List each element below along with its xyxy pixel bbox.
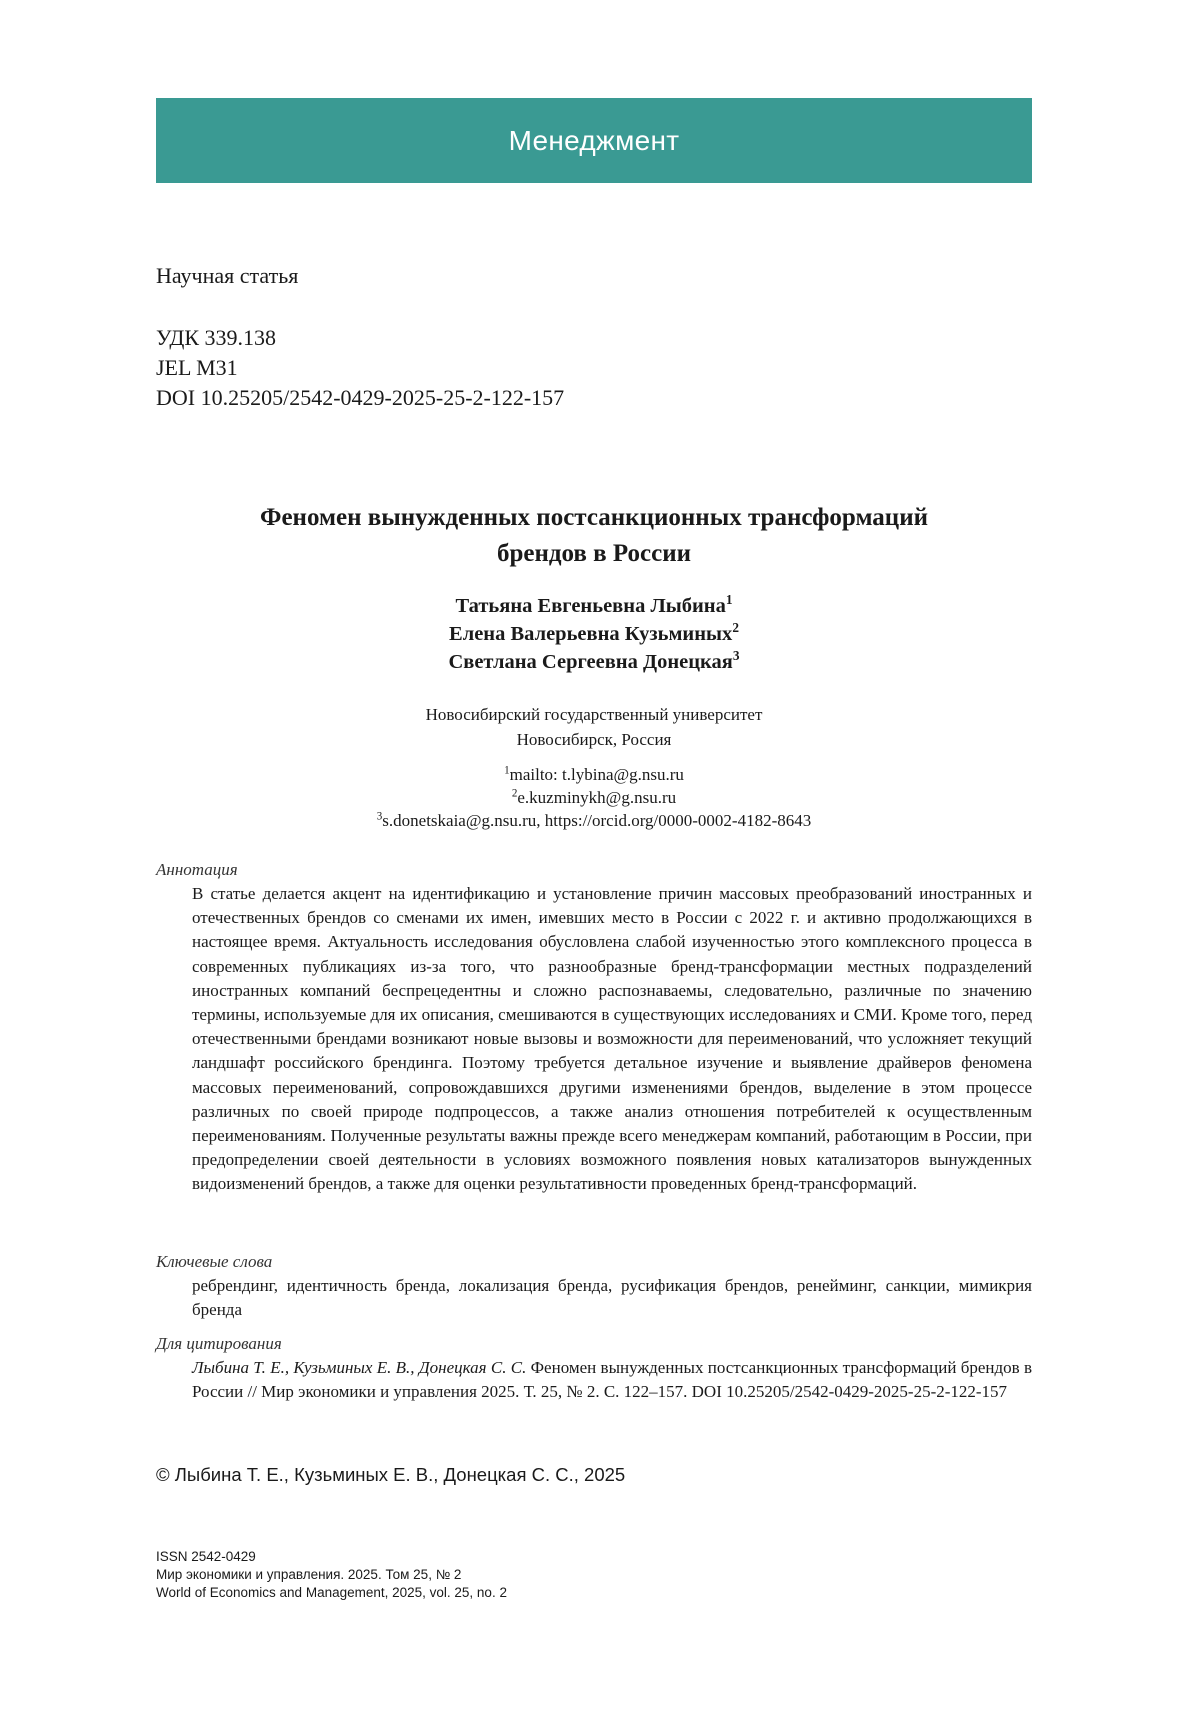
citation-body [192,1356,1032,1404]
city: Новосибирск, Россия [516,730,672,749]
title-line-2: брендов в России [496,540,692,567]
citation-label: Для цитирования [156,1334,282,1353]
author-name: Елена Валерьевна Кузьминых [449,623,733,645]
article-title [156,500,1032,572]
author [156,592,1032,620]
affiliation [156,702,1032,752]
keywords-label: Ключевые слова [156,1252,273,1271]
email-list [156,763,1032,832]
email-link[interactable]: e.kuzminykh@g.nsu.ru [517,788,677,807]
email-mark: 3 [376,810,383,823]
author-list [156,592,1032,676]
author-mark: 3 [732,648,740,664]
abstract-label: Аннотация [156,860,238,879]
author [156,620,1032,648]
copyright: © Лыбина Т. Е., Кузьминых Е. В., Донецкая С. С., 2025 [156,1464,626,1485]
abstract-text: В статье делается акцент на идентификацию и установление причин массовых преобразований иностранных и отечественных брендов со сменами их имен, имевших место в России с 2022 г. и активно продолжающихся в настоящее время. Актуальность исследования обусловлена слабой изученностью этого комплексного процесса в современных публикациях из-за того, что разнообразные бренд-трансформации местных подразделений иностранных компаний беспрецедентны и сложно распознаваемы, следовательно, различные по значению термины, используемые для их описания, смешиваются в существующих исследованиях и СМИ. Кроме того, перед отечественными брендами возникают новые вызовы и возможности для переименований, что усложняет текущий ландшафт российского брендинга. Поэтому требуется детальное изучение и выявление драйверов феномена массовых переименований, сопровождавшихся другими изменениями брендов, выделение в этом процессе различных по своей природе подпроцессов, а также анализ отношения потребителей к осуществленным переименованиям. Полученные результаты важны прежде всего менеджерам компаний, работающим в России, при предопределении своей деятельности в условиях возможного появления новых катализаторов вынужденных видоизменений брендов, а также для оценки результативности проведенных бренд-трансформаций. [192,884,1032,1194]
email-entry [156,809,1032,832]
university: Новосибирский государственный университет [425,705,763,724]
author-name: Светлана Сергеевна Донецкая [448,651,733,673]
jel-code: JEL M31 [156,355,238,380]
author-mark: 1 [725,592,733,608]
article-type: Научная статья [156,263,299,288]
author-mark: 2 [732,620,739,636]
journal-name-ru: Мир экономики и управления. 2025. Том 25, № 2 [156,1567,462,1582]
email-mark: 1 [504,764,510,777]
author [156,648,1032,676]
keywords-text: ребрендинг, идентичность бренда, локализация бренда, русификация брендов, ренейминг, санкции, мимикрия бренда [192,1276,1032,1320]
issn: ISSN 2542-0429 [156,1549,256,1564]
section-title: Менеджмент [508,124,680,156]
email-link[interactable]: mailto: t.lybina@g.nsu.ru [509,765,684,784]
email-entry [156,763,1032,786]
citation-authors: Лыбина Т. Е., Кузьминых Е. В., Донецкая С. С. [192,1358,527,1377]
author-name: Татьяна Евгеньевна Лыбина [455,595,726,617]
email-mark: 2 [511,787,518,800]
section-banner [156,98,1032,183]
citation-text: Феномен вынужденных постсанкционных трансформаций брендов в России // Мир экономики и управления 2025. Т. 25, № 2. С. 122–157. DOI 10.25205/2542-0429-2025-25-2-122-157 [192,1358,1033,1402]
article-metadata [156,323,564,413]
journal-name-en: World of Economics and Management, 2025, vol. 25, no. 2 [156,1585,507,1600]
udc-code: УДК 339.138 [156,325,277,350]
email-entry [156,786,1032,809]
title-line-1: Феномен вынужденных постсанкционных трансформаций [259,504,929,531]
email-link[interactable]: s.donetskaia@g.nsu.ru, https://orcid.org/0000-0002-4182-8643 [382,811,812,830]
doi: DOI 10.25205/2542-0429-2025-25-2-122-157 [156,385,565,410]
journal-footer [156,1548,507,1602]
